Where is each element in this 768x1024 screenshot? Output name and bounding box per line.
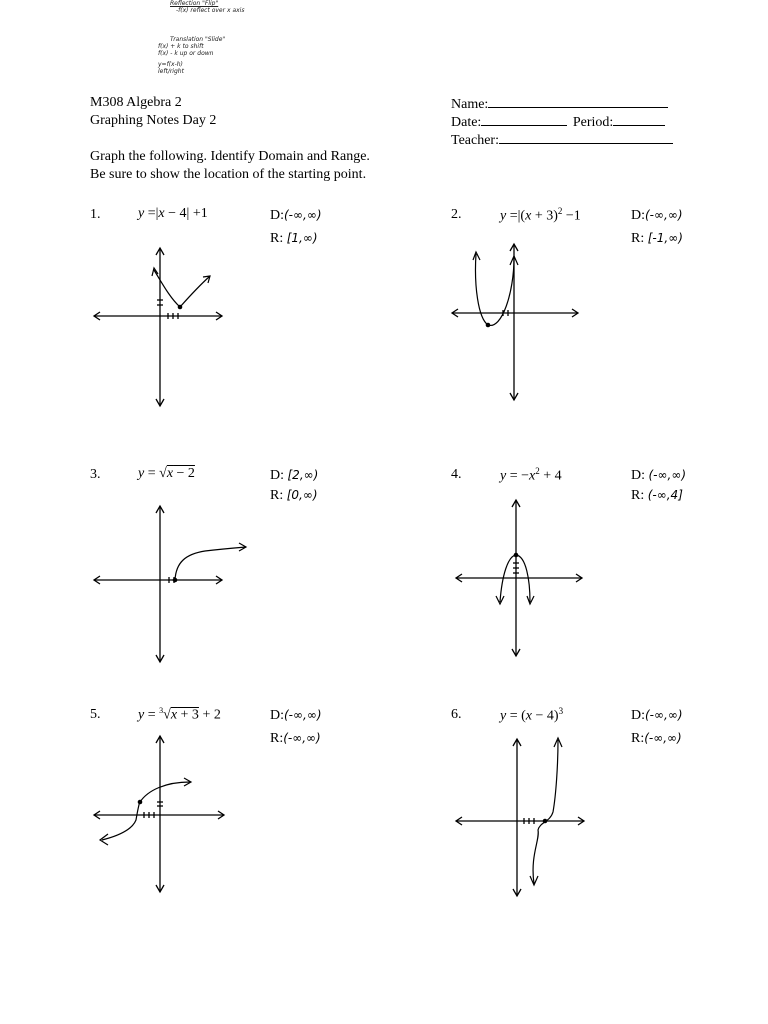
- teacher-blank[interactable]: [499, 130, 673, 144]
- instructions-line-2: Be sure to show the location of the starting point.: [90, 167, 367, 182]
- equation-5: y = $^3$√x + 3 + 2: [138, 706, 221, 723]
- domain-answer: (-∞,∞): [645, 708, 683, 722]
- instructions-line-1: Graph the following. Identify Domain and Range.: [90, 149, 370, 164]
- domain-answer: (-∞,∞): [284, 208, 322, 222]
- range-label: R:: [631, 731, 645, 746]
- period-label: Period:: [572, 115, 614, 130]
- range-label: R:: [631, 231, 645, 246]
- teacher-label: Teacher:: [451, 133, 499, 148]
- domain-1: [270, 206, 322, 225]
- date-blank[interactable]: [481, 112, 567, 126]
- teacher-field[interactable]: [451, 130, 673, 150]
- domain-6: [631, 706, 683, 725]
- problem-number: 3.: [90, 467, 101, 482]
- domain-3: [270, 466, 318, 485]
- equation-4: $y = -x^2 + 4$: [500, 466, 562, 484]
- range-label: R:: [270, 231, 284, 246]
- graph-6: [452, 733, 592, 903]
- note-line: y=f(x-h): [158, 61, 183, 68]
- range-5: [270, 729, 321, 748]
- domain-4: [631, 466, 686, 485]
- domain-5: [270, 706, 322, 725]
- note-line: f(x) - k up or down: [158, 50, 214, 57]
- range-3: [270, 486, 318, 505]
- note-line: f(x) + k to shift: [158, 43, 204, 50]
- domain-answer: (-∞,∞): [645, 208, 683, 222]
- graph-3: [90, 500, 250, 670]
- domain-label: D:: [270, 708, 284, 723]
- equation-3: y = √x − 2: [138, 466, 195, 481]
- name-label: Name:: [451, 97, 489, 112]
- handwritten-notes: [170, 0, 244, 14]
- domain-label: D:: [270, 468, 284, 483]
- range-4: [631, 486, 683, 505]
- domain-answer: [2,∞): [287, 468, 319, 482]
- range-label: R:: [270, 488, 284, 503]
- note-line: -f(x) reflect over x axis: [176, 7, 245, 14]
- range-answer: [-1,∞): [647, 231, 683, 245]
- page-subtitle: Graphing Notes Day 2: [90, 113, 217, 128]
- note-line: Translation "Slide": [170, 36, 226, 43]
- range-2: [631, 229, 683, 248]
- range-label: R:: [270, 731, 284, 746]
- range-answer: [0,∞): [286, 488, 318, 502]
- problem-number: 4.: [451, 467, 462, 482]
- graph-4: [450, 494, 590, 664]
- domain-label: D:: [631, 208, 645, 223]
- range-1: [270, 229, 318, 248]
- problem-number: 2.: [451, 207, 462, 222]
- date-label: Date:: [451, 115, 482, 130]
- graph-2: [448, 238, 588, 408]
- equation-6: $y = (x - 4)^3$: [500, 706, 564, 724]
- problem-number: 1.: [90, 207, 101, 222]
- course-title: M308 Algebra 2: [90, 95, 182, 110]
- range-answer: [1,∞): [286, 231, 318, 245]
- domain-answer: (-∞,∞): [648, 468, 686, 482]
- domain-label: D:: [631, 708, 645, 723]
- domain-label: D:: [631, 468, 645, 483]
- problem-number: 6.: [451, 707, 462, 722]
- range-answer: (-∞,∞): [644, 731, 682, 745]
- note-line: Reflection "Flip": [170, 0, 219, 7]
- equation-1: y =|x − 4| +1: [138, 206, 208, 221]
- range-label: R:: [631, 488, 645, 503]
- graph-1: [90, 242, 230, 412]
- note-line: left/right: [158, 68, 184, 75]
- date-field[interactable]: [451, 112, 665, 132]
- range-answer: (-∞,∞): [283, 731, 321, 745]
- period-blank[interactable]: [613, 112, 665, 126]
- problem-number: 5.: [90, 707, 101, 722]
- range-answer: (-∞,4]: [647, 488, 683, 502]
- graph-5: [90, 730, 240, 900]
- domain-answer: (-∞,∞): [284, 708, 322, 722]
- name-blank[interactable]: [488, 94, 668, 108]
- handwritten-notes-2: [158, 36, 225, 75]
- range-6: [631, 729, 682, 748]
- domain-label: D:: [270, 208, 284, 223]
- equation-2: $y =|(x + 3)^2 -1$: [500, 206, 581, 224]
- domain-2: [631, 206, 683, 225]
- name-field[interactable]: [451, 94, 668, 114]
